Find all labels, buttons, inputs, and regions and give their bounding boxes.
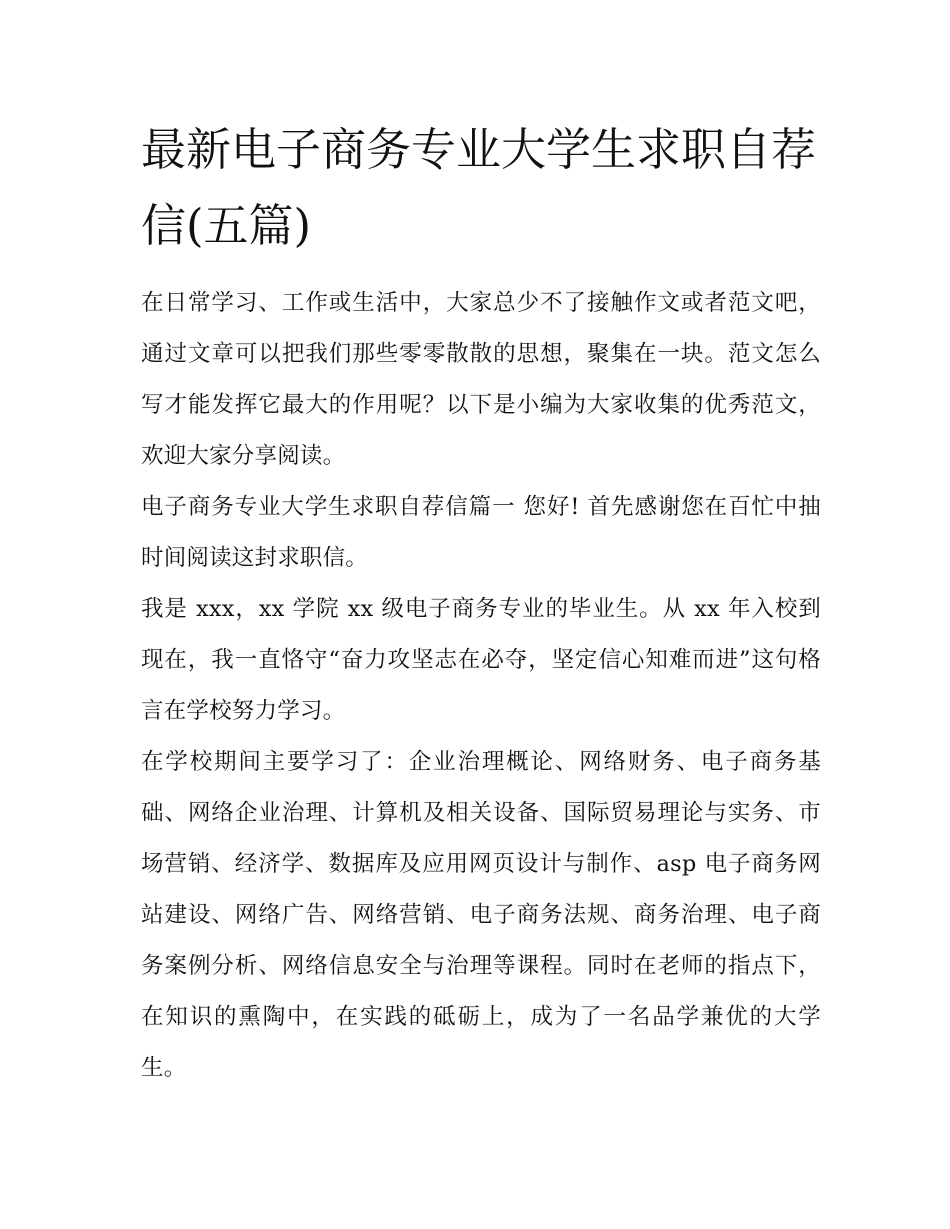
document-title: 最新电子商务专业大学生求职自荐信(五篇) [141,123,817,252]
paragraph-greeting: 电子商务专业大学生求职自荐信篇一 您好! 首先感谢您在百忙中抽时间阅读这封求职信。 [141,494,821,571]
paragraph-self-introduction: 我是 xxx，xx 学院 xx 级电子商务专业的毕业生。从 xx 年入校到现在，我一直恪守“奋力攻坚志在必夺，坚定信心知难而进”这句格言在学校努力学习。 [141,596,821,724]
paragraph-courses: 在学校期间主要学习了：企业治理概论、网络财务、电子商务基础、网络企业治理、计算机及相关设备、国际贸易理论与实务、市场营销、经济学、数据库及应用网页设计与制作、asp 电子商务网站建设、网络广告、网络营销、电子商务法规、商务治理、电子商务案例分析、网络信息安全与治理等课程。同时在老师的指点下，在知识的熏陶中，在实践的砥砺上，成为了一名品学兼优的大学生。 [141,749,821,1081]
document-body [141,112,821,1094]
paragraph-intro: 在日常学习、工作或生活中，大家总少不了接触作文或者范文吧，通过文章可以把我们那些零零散散的思想，聚集在一块。范文怎么写才能发挥它最大的作用呢？以下是小编为大家收集的优秀范文，欢迎大家分享阅读。 [141,290,821,469]
